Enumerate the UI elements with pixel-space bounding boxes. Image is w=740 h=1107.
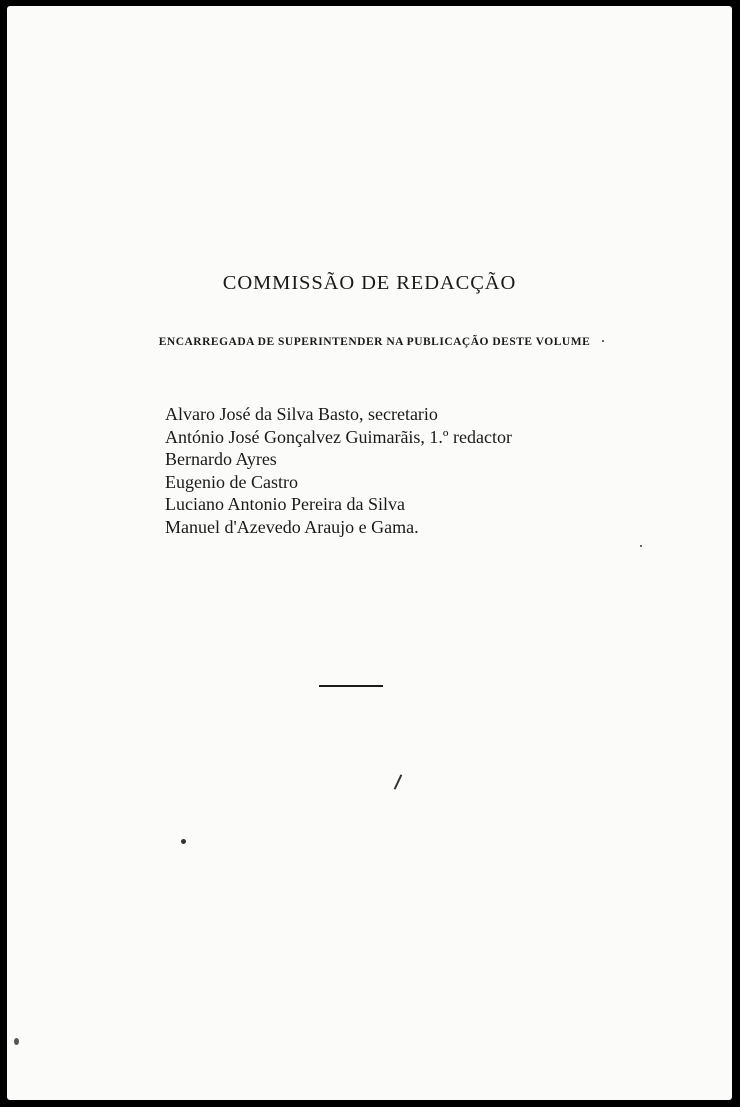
ink-speck bbox=[181, 839, 186, 844]
member-line: Manuel d'Azevedo Araujo e Gama. bbox=[165, 516, 419, 537]
member-line: Bernardo Ayres bbox=[165, 449, 277, 469]
member-list bbox=[165, 403, 512, 538]
member-line: Luciano Antonio Pereira da Silva bbox=[165, 494, 405, 514]
ink-speck bbox=[602, 340, 604, 342]
member-line: Eugenio de Castro bbox=[165, 471, 298, 492]
document-page bbox=[7, 6, 732, 1100]
section-divider bbox=[319, 685, 383, 687]
ink-mark bbox=[394, 774, 403, 789]
ink-speck bbox=[14, 1038, 19, 1045]
ink-speck bbox=[640, 545, 642, 547]
member-line: Alvaro José da Silva Basto, secretario bbox=[165, 404, 438, 424]
page-subtitle: ENCARREGADA DE SUPERINTENDER NA PUBLICAÇÃO DESTE VOLUME bbox=[158, 336, 591, 348]
page-title: COMMISSÃO DE REDACÇÃO bbox=[222, 272, 517, 294]
member-line: António José Gonçalvez Guimarãis, 1.º redactor bbox=[165, 426, 512, 447]
